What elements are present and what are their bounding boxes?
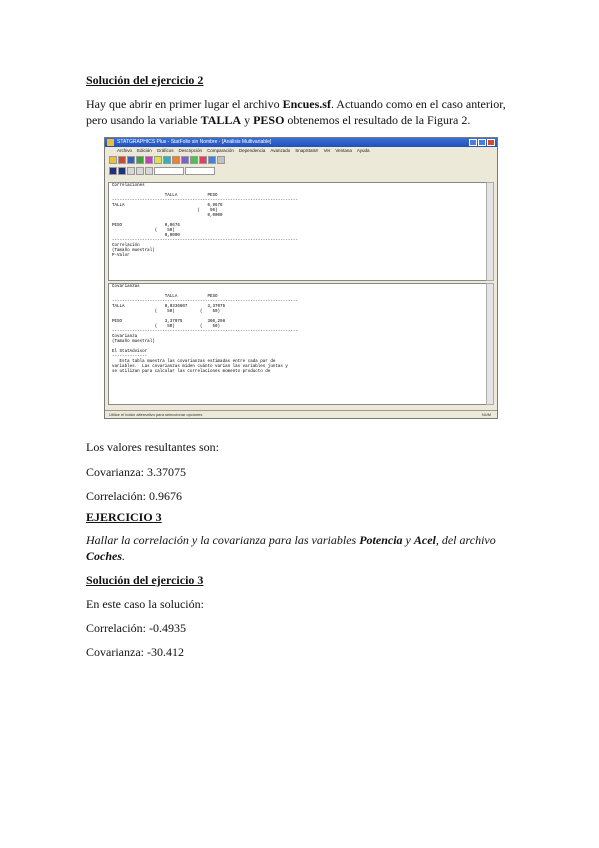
menu-item: Archivo [117, 148, 133, 153]
text: y [402, 533, 414, 547]
menu-item: Descripción [178, 148, 203, 153]
solution-3-heading: Solución del ejercicio 3 [86, 573, 204, 587]
solution-2-paragraph-line-1 [86, 96, 506, 112]
text: . [122, 549, 125, 563]
tool-field [185, 167, 215, 175]
variable-potencia: Potencia [359, 533, 403, 547]
text: obtenemos el resultado de la Figura 2. [284, 113, 471, 127]
variable-talla: TALLA [200, 113, 242, 127]
menu-item: Comparación [207, 148, 234, 153]
window-titlebar [105, 138, 497, 147]
exercise-3-line-2 [86, 548, 125, 564]
covariances-pane [108, 283, 487, 405]
text: pero usando la variable [86, 113, 201, 127]
menu-item: Gráficos [156, 148, 174, 153]
results-intro: Los valores resultantes son: [86, 440, 219, 454]
file-name: Encues.sf [282, 97, 331, 111]
tool-icon [172, 156, 180, 164]
menu-item: Dependencia [238, 148, 266, 153]
tool-icon [154, 156, 162, 164]
solution-2-paragraph-line-2 [86, 112, 470, 128]
tool-field [154, 167, 184, 175]
tool-icon [109, 156, 117, 164]
tool-icon [136, 156, 144, 164]
status-text: Utilice el botón alternativo para seleccionar opciones [109, 412, 203, 417]
text: . Actuando como en el caso anterior, [330, 97, 506, 111]
text: y [241, 113, 254, 127]
tool-icon [118, 167, 126, 175]
exercise-3-line-1 [86, 532, 496, 548]
status-bar [105, 410, 497, 418]
result-covariance: Covarianza: 3.37075 [86, 465, 186, 479]
window-title: STATGRAPHICS Plus - StatFolio sin Nombre - [Análisis Multivariable] [117, 139, 272, 145]
solution-3-covariance: Covarianza: -30.412 [86, 645, 184, 659]
menu-item: Edición [137, 148, 152, 153]
covariances-output: Covarianzas TALLA PESO -------------------------------------------------------------------------- TALLA 0,0336607 3,37075 ( 50) ( 50) PESO 3,37075 360,298 ( 50) ( 50) -------------------------------------------------------------------------- Covarianza (Tamaño muestral) El StatAdvisor -------------- Esta tabla muestra las covarianzas estimadas entre cada par de variables. Las covarianzas miden cuánto varían las variables juntas y se utilizan para calcular las correlaciones momento producto de [112, 285, 298, 374]
tool-icon [145, 156, 153, 164]
tool-icon [109, 167, 117, 175]
file-name: Coches [86, 549, 122, 563]
text: , del archivo [435, 533, 496, 547]
toolbar-2 [105, 166, 497, 177]
menu-item: SnapStats!! [295, 148, 319, 153]
text: Hay que abrir en primer lugar el archivo [86, 97, 283, 111]
tool-icon [208, 156, 216, 164]
menu-item: Avanzado [270, 148, 291, 153]
variable-peso: PESO [253, 113, 285, 127]
tool-icon [145, 167, 153, 175]
tool-icon [136, 167, 144, 175]
tool-icon [190, 156, 198, 164]
tool-icon [127, 156, 135, 164]
menu-item: Ventana [335, 148, 352, 153]
tool-icon [118, 156, 126, 164]
solution-3-correlation: Correlación: -0.4935 [86, 621, 186, 635]
tool-icon [217, 156, 225, 164]
text: Hallar la correlación y la covarianza para las variables [86, 533, 360, 547]
tool-icon [181, 156, 189, 164]
correlations-output: Correlaciones TALLA PESO -------------------------------------------------------------------------- TALLA 0,9676 ( 50) 0,0000 PESO 0,9676 ( 50) 0,0000 -------------------------------------------------------------------------- Correlación (Tamaño muestral) P-Valor [112, 184, 298, 258]
variable-acel: Acel [413, 533, 436, 547]
maximize-icon [478, 139, 486, 146]
close-icon [487, 139, 495, 146]
statgraphics-screenshot [104, 137, 498, 419]
menu-item: Ayuda [356, 148, 370, 153]
exercise-3-heading: EJERCICIO 3 [86, 510, 162, 524]
tool-icon [127, 167, 135, 175]
status-num: NUM [481, 412, 491, 417]
menu-bar [105, 147, 497, 155]
correlations-pane [108, 182, 487, 281]
tool-icon [199, 156, 207, 164]
result-correlation: Correlación: 0.9676 [86, 489, 182, 503]
scrollbar [486, 283, 494, 405]
tool-icon [163, 156, 171, 164]
toolbar [105, 155, 497, 166]
solution-3-intro: En este caso la solución: [86, 597, 204, 611]
minimize-icon [469, 139, 477, 146]
menu-item: Ver [323, 148, 331, 153]
app-icon [107, 139, 114, 146]
solution-2-heading: Solución del ejercicio 2 [86, 73, 204, 87]
scrollbar [486, 182, 494, 281]
